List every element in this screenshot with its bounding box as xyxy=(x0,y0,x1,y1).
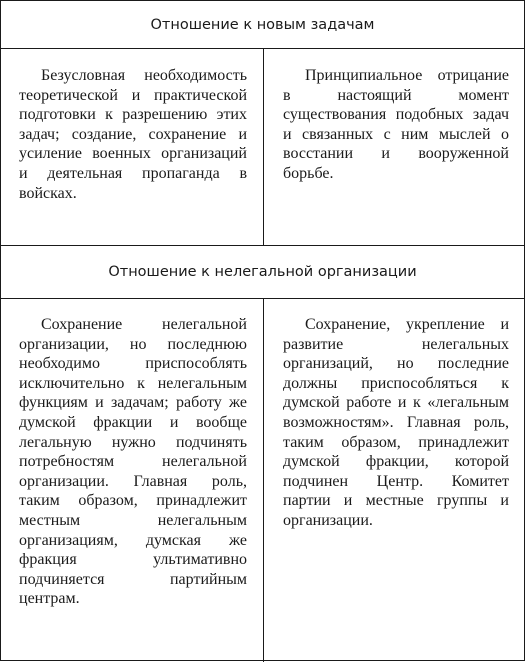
cell-text: Сохранение нелегальной организации, но последнюю необходимо приспособлять исключительно к нелегальным функциям и задачам; работу же думской фракции и вообще легальную нужно подчинять потребностям нелегальной организации. Главная роль, таким образом, принадлежит местным нелегальным организациям, думская же фракция ультимативно подчиняется партийным центрам. xyxy=(19,316,247,608)
cell-illegal-org-right xyxy=(283,315,509,531)
cell-text: Принципиальное отрицание в настоящий момент существования подобных задач и связанных с ним мыслей о восстании и вооруженной борьбе. xyxy=(283,67,509,182)
column-divider xyxy=(263,299,264,662)
section-heading-new-tasks xyxy=(1,1,524,49)
cell-text: Безусловная необходимость теоретической и практической подготовки к разрешению этих задач; создание, сохранение и усиление военных организаций и деятельная пропаганда в войсках. xyxy=(19,67,247,202)
cell-new-tasks-right xyxy=(283,66,509,184)
column-divider xyxy=(263,49,264,245)
cell-new-tasks-left xyxy=(19,66,247,203)
cell-text: Сохранение, укрепление и развитие нелегальных организаций, но последние должны приспособляться к думской работе и к «легальным возможностям». Главная роль, таким образом, принадлежит думской фракции, которой подчинен Центр. Комитет партии и местные группы и организации. xyxy=(283,316,509,529)
section-heading-text: Отношение к новым задачам xyxy=(150,16,375,33)
cell-illegal-org-left xyxy=(19,315,247,609)
section-heading-text: Отношение к нелегальной организации xyxy=(108,264,417,280)
section-heading-illegal-organization xyxy=(1,245,524,299)
